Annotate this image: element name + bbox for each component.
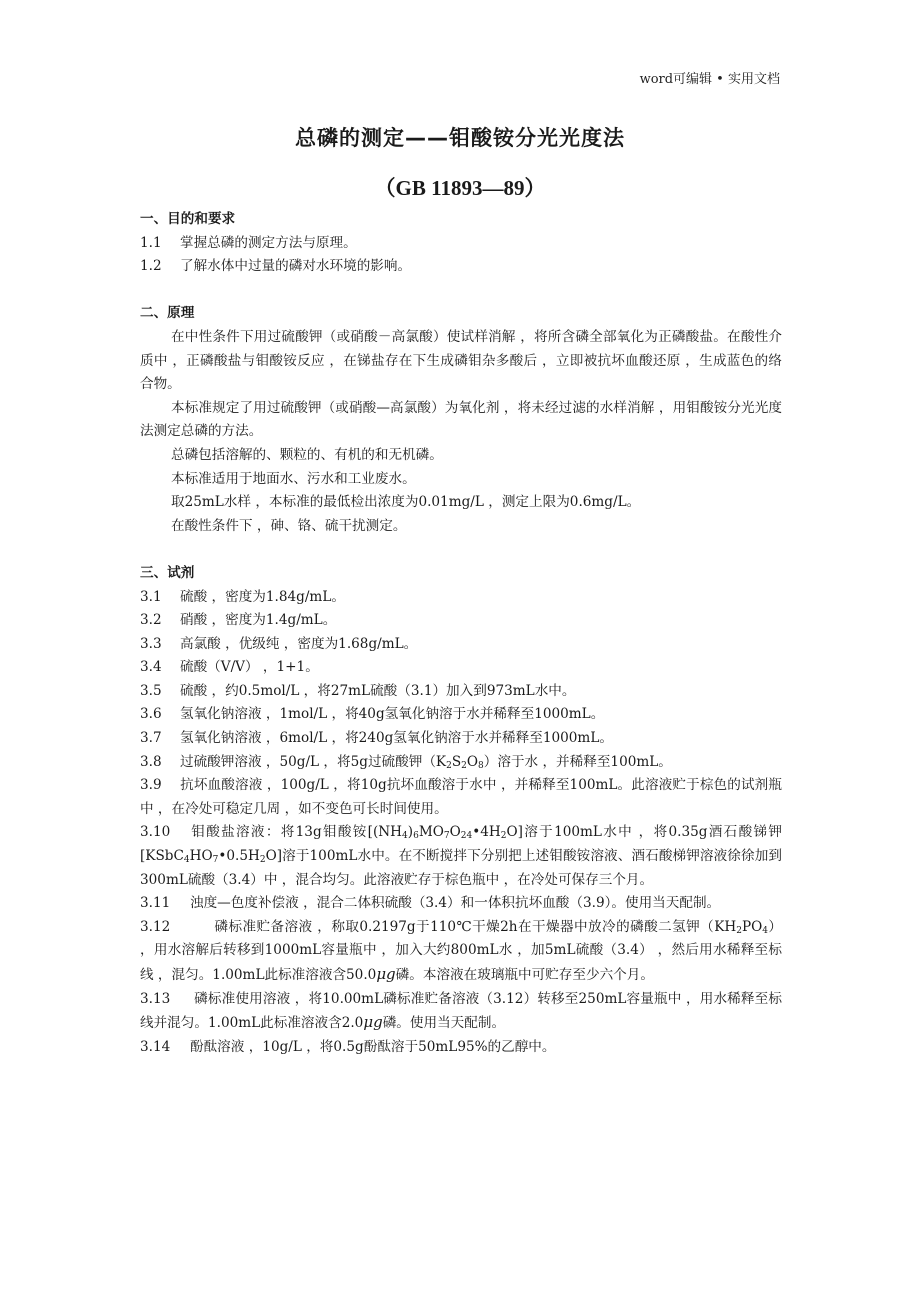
document-body <box>140 208 782 1059</box>
list-item: 3.12 磷标准贮备溶液 ，称取0.2197g于110℃干燥2h在干燥器中放冷的磷酸二氢钾$(KH_2PO_4)$ ，用水溶解后转移到1000mL容量瓶中 ，加入大约800mL水 ，加5mL硫酸（3.4） ，然后用水稀释至标线 ，混匀。1.00mL此标准溶液含50.0μg磷。本溶液在玻璃瓶中可贮存至少六个月。 <box>140 918 783 983</box>
list-item: 1.2 了解水体中过量的磷对水环境的影响。 <box>140 258 412 275</box>
list-item: 1.1 掌握总磷的测定方法与原理。 <box>140 234 357 251</box>
list-item: 3.1 硫酸 ，密度为1.84g/mL。 <box>140 588 345 605</box>
list-item: 3.8 过硫酸钾溶液 ，50g/L ，将5g过硫酸钾$(K_2S_2O_8)$溶于水 ，并稀释至100mL。 <box>140 753 672 771</box>
list-item: 3.4 硫酸（V/V） ，1+1。 <box>140 659 319 676</box>
list-item: 3.11 浊度—色度补偿液 ，混合二体积硫酸（3.4）和一体积抗坏血酸（3.9）。使用当天配制。 <box>140 895 721 912</box>
paragraph: 取25mL水样 ，本标准的最低检出浓度为0.01mg/L ，测定上限为0.6mg/L。 <box>171 494 641 511</box>
paragraph: 本标准适用于地面水、污水和工业废水。 <box>171 470 416 487</box>
list-item: 3.2 硝酸 ，密度为1.4g/mL。 <box>140 612 337 629</box>
list-item: 3.10 钼酸盐溶液：将13g钼酸铵$[(NH_4)_6MO_7O_{24}•4H_2O]$溶于100mL水中 ，将0.35g酒石酸锑钾$[KSbC_4HO_7•0.5H_2O]$溶于100mL水中。在不断搅拌下分别把上述钼酸铵溶液、酒石酸梯钾溶液徐徐加到300mL硫酸（3.4）中 ，混合均匀。此溶液贮存于棕色瓶中 ，在冷处可保存三个月。 <box>140 824 782 888</box>
document-title: 总磷的测定——钼酸铵分光光度法 <box>295 126 625 150</box>
list-item: 3.6 氢氧化钠溶液 ，1mol/L ，将40g氢氧化钠溶于水并稀释至1000mL。 <box>140 706 605 723</box>
list-item: 3.7 氢氧化钠溶液 ，6mol/L ，将240g氢氧化钠溶于水并稀释至1000mL。 <box>140 730 613 747</box>
paragraph: 总磷包括溶解的、颗粒的、有机的和无机磷。 <box>171 446 443 463</box>
section-heading-principle: 二、原理 <box>140 305 195 322</box>
section-heading-reagents: 三、试剂 <box>140 564 195 581</box>
section-heading-purpose: 一、目的和要求 <box>140 211 236 227</box>
list-item: 3.14 酚酞溶液 ，10g/L ，将0.5g酚酞溶于50mL95%的乙醇中。 <box>140 1038 556 1055</box>
paragraph: 在酸性条件下 ，砷、铬、硫干扰测定。 <box>171 517 407 534</box>
list-item: 3.9 抗坏血酸溶液 ，100g/L ，将10g抗坏血酸溶于水中 ，并稀释至100mL。此溶液贮于棕色的试剂瓶中 ，在冷处可稳定几周 ，如不变色可长时间使用。 <box>140 777 782 817</box>
list-item: 3.13 磷标准使用溶液 ，将10.00mL磷标准贮备溶液（3.12）转移至250mL容量瓶中 ，用水稀释至标线并混匀。1.00mL此标准溶液含2.0μg磷。使用当天配制。 <box>140 990 782 1032</box>
list-item: 3.3 高氯酸 ，优级纯 ，密度为1.68g/mL。 <box>140 635 418 652</box>
list-item: 3.5 硫酸 ，约0.5mol/L ，将27mL硫酸（3.1）加入到973mL水中。 <box>140 682 576 699</box>
paragraph: 本标准规定了用过硫酸钾（或硝酸—高氯酸）为氧化剂 ，将未经过滤的水样消解 ，用钼酸铵分光光度法测定总磷的方法。 <box>140 399 782 440</box>
header-note: word可编辑 • 实用文档 <box>639 72 780 87</box>
document-subtitle: （GB 11893—89） <box>374 176 546 200</box>
paragraph: 在中性条件下用过硫酸钾（或硝酸－高氯酸）使试样消解 ，将所含磷全部氧化为正磷酸盐。在酸性介质中 ，正磷酸盐与钼酸铵反应 ，在锑盐存在下生成磷钼杂多酸后 ，立即被抗坏血酸还原 ，生成蓝色的络合物。 <box>140 328 782 393</box>
